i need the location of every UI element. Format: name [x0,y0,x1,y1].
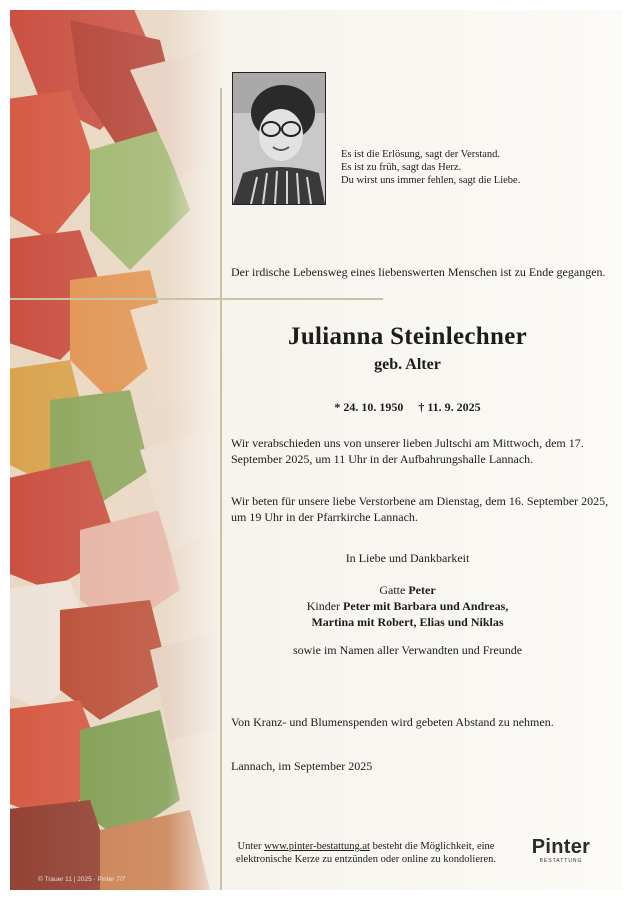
husband-name: Peter [408,583,436,597]
footer-note [226,840,506,866]
life-dates [230,400,585,415]
death-date: † 11. 9. 2025 [418,400,481,414]
children-names-1: Peter mit Barbara und Andreas, [343,599,509,613]
logo-name: Pinter [531,836,591,858]
family-list [230,582,585,630]
place-date: Lannach, im September 2025 [231,759,373,773]
husband-prefix: Gatte [379,583,406,597]
relatives-line: sowie im Namen aller Verwandten und Freunde [292,643,523,657]
birth-name: geb. Alter [374,356,441,373]
portrait-image [233,73,325,204]
cross-vertical-line [220,88,222,890]
children-names-2: Martina mit Robert, Elias und Niklas [311,615,504,629]
website-link[interactable]: www.pinter-bestattung.at [264,841,370,852]
donations-note: Von Kranz- und Blumenspenden wird gebeten Abstand zu nehmen. [231,715,554,729]
autumn-leaves-decoration [10,10,220,890]
logo-subtitle: BESTATTUNG [539,858,583,864]
children-line [230,598,585,614]
children-prefix: Kinder [306,599,341,613]
copyright-text: © Trauer 11 | 2025 · Pinter 7/7 [38,876,126,883]
poem [341,148,520,187]
portrait-photo [232,72,326,205]
poem-line: Du wirst uns immer fehlen, sagt die Liebe. [341,175,521,186]
love-line: In Liebe und Dankbarkeit [345,551,470,565]
obituary-sheet [10,10,622,890]
birth-date: * 24. 10. 1950 [334,400,404,414]
footer-prefix: Unter [237,841,262,852]
deceased-name: Julianna Steinlechner [288,323,527,350]
intro-text: Der irdische Lebensweg eines liebenswerten Menschen ist zu Ende gegangen. [231,265,606,279]
prayer-paragraph: Wir beten für unsere liebe Verstorbene am Dienstag, dem 16. September 2025, um 19 Uhr in der Pfarrkirche Lannach. [231,494,609,524]
pinter-logo [526,836,596,864]
farewell-paragraph: Wir verabschieden uns von unserer lieben Jultschi am Mittwoch, dem 17. September 2025, um 11 Uhr in der Aufbahrungshalle Lannach. [231,436,584,466]
cross-horizontal-line [10,298,383,300]
footer-suffix: besteht die Möglichkeit, eine elektronische Kerze zu entzünden oder online zu kondolieren. [235,841,497,865]
husband-line [230,582,585,598]
poem-line: Es ist zu früh, sagt das Herz. [341,162,462,173]
poem-line: Es ist die Erlösung, sagt der Verstand. [341,149,501,160]
